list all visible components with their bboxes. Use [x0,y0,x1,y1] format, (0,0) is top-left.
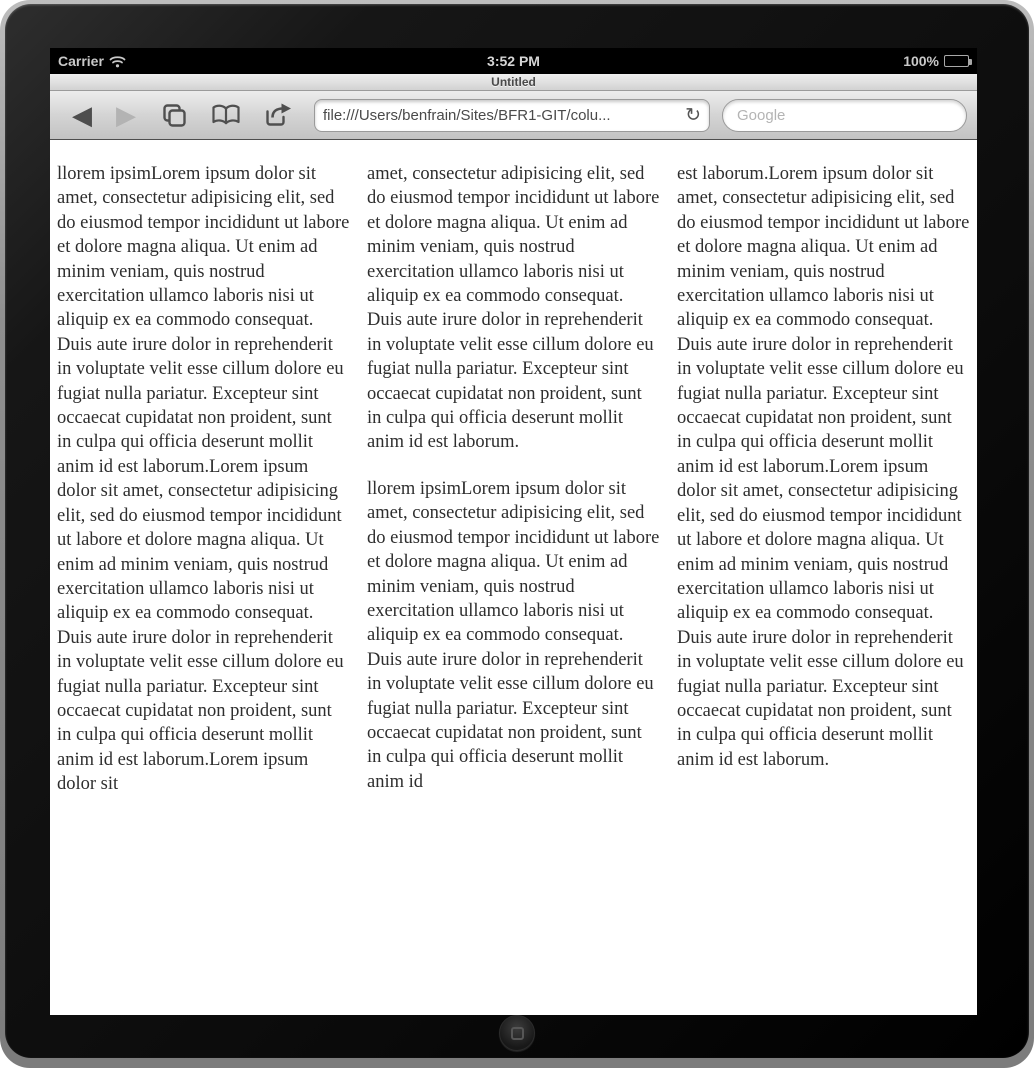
home-button-square-icon [511,1027,524,1040]
paragraph: llorem ipsimLorem ipsum dolor sit amet, consectetur adipisicing elit, sed do eiusmod tempor incididunt ut labore et dolore magna aliqua. Ut enim ad minim veniam, quis nostrud exercitation ullamco laboris nisi ut aliquip ex ea commodo consequat. Duis aute irure dolor in reprehenderit in voluptate velit esse cillum dolore eu fugiat nulla pariatur. Excepteur sint occaecat cupidatat non proident, sunt in culpa qui officia deserunt mollit anim id [367,478,660,792]
text-column-1 [57,162,350,1015]
paragraph: est laborum.Lorem ipsum dolor sit amet, consectetur adipisicing elit, sed do eiusmod tempor incididunt ut labore et dolore magna aliqua. Ut enim ad minim veniam, quis nostrud exercitation ullamco laboris nisi ut aliquip ex ea commodo consequat. Duis aute irure dolor in reprehenderit in voluptate velit esse cillum dolore eu fugiat nulla pariatur. Excepteur sint occaecat cupidatat non proident, sunt in culpa qui officia deserunt mollit anim id est laborum.Lorem ipsum dolor sit amet, consectetur adipisicing elit, sed do eiusmod tempor incididunt ut labore et dolore magna aliqua. Ut enim ad minim veniam, quis nostrud exercitation ullamco laboris nisi ut aliquip ex ea commodo consequat. Duis aute irure dolor in reprehenderit in voluptate velit esse cillum dolore eu fugiat nulla pariatur. Excepteur sint occaecat cupidatat non proident, sunt in culpa qui officia deserunt mollit anim id est laborum. [677,164,970,770]
page-title: Untitled [491,75,536,89]
pages-icon [161,102,188,129]
forward-button[interactable] [104,102,148,128]
pages-button[interactable] [148,98,200,132]
address-url-text: file:///Users/benfrain/Sites/BFR1-GIT/colu... [323,106,611,124]
share-button[interactable] [252,98,304,132]
reload-icon: ↻ [685,104,701,126]
back-icon: ◀ [72,100,92,130]
text-column-2 [367,162,660,1015]
paragraph: amet, consectetur adipisicing elit, sed do eiusmod tempor incididunt ut labore et dolore magna aliqua. Ut enim ad minim veniam, quis nostrud exercitation ullamco laboris nisi ut aliquip ex ea commodo consequat. Duis aute irure dolor in reprehenderit in voluptate velit esse cillum dolore eu fugiat nulla pariatur. Excepteur sint occaecat cupidatat non proident, sunt in culpa qui officia deserunt mollit anim id est laborum. [367,164,660,453]
browser-toolbar [50,91,977,140]
battery-percent-label: 100% [903,53,939,69]
battery-icon [944,55,969,67]
status-bar [50,48,977,74]
forward-icon: ▶ [116,100,136,130]
search-input[interactable] [722,99,967,132]
share-icon [264,103,292,127]
status-time: 3:52 PM [487,53,540,69]
tablet-bezel [5,4,1029,1058]
bookmarks-button[interactable] [200,98,252,132]
reload-button[interactable] [685,106,701,125]
tablet-screen [50,48,977,1015]
carrier-label: Carrier [58,53,104,69]
address-bar[interactable] [314,99,710,132]
back-button[interactable] [60,102,104,128]
web-page-content [50,140,977,1015]
text-column-3 [677,162,970,1015]
browser-title-bar [50,74,977,91]
paragraph: llorem ipsimLorem ipsum dolor sit amet, consectetur adipisicing elit, sed do eiusmod tempor incididunt ut labore et dolore magna aliqua. Ut enim ad minim veniam, quis nostrud exercitation ullamco laboris nisi ut aliquip ex ea commodo consequat. Duis aute irure dolor in reprehenderit in voluptate velit esse cillum dolore eu fugiat nulla pariatur. Excepteur sint occaecat cupidatat non proident, sunt in culpa qui officia deserunt mollit anim id est laborum.Lorem ipsum dolor sit amet, consectetur adipisicing elit, sed do eiusmod tempor incididunt ut labore et dolore magna aliqua. Ut enim ad minim veniam, quis nostrud exercitation ullamco laboris nisi ut aliquip ex ea commodo consequat. Duis aute irure dolor in reprehenderit in voluptate velit esse cillum dolore eu fugiat nulla pariatur. Excepteur sint occaecat cupidatat non proident, sunt in culpa qui officia deserunt mollit anim id est laborum.Lorem ipsum dolor sit [57,164,350,795]
home-button[interactable] [499,1015,535,1051]
book-icon [211,104,241,126]
